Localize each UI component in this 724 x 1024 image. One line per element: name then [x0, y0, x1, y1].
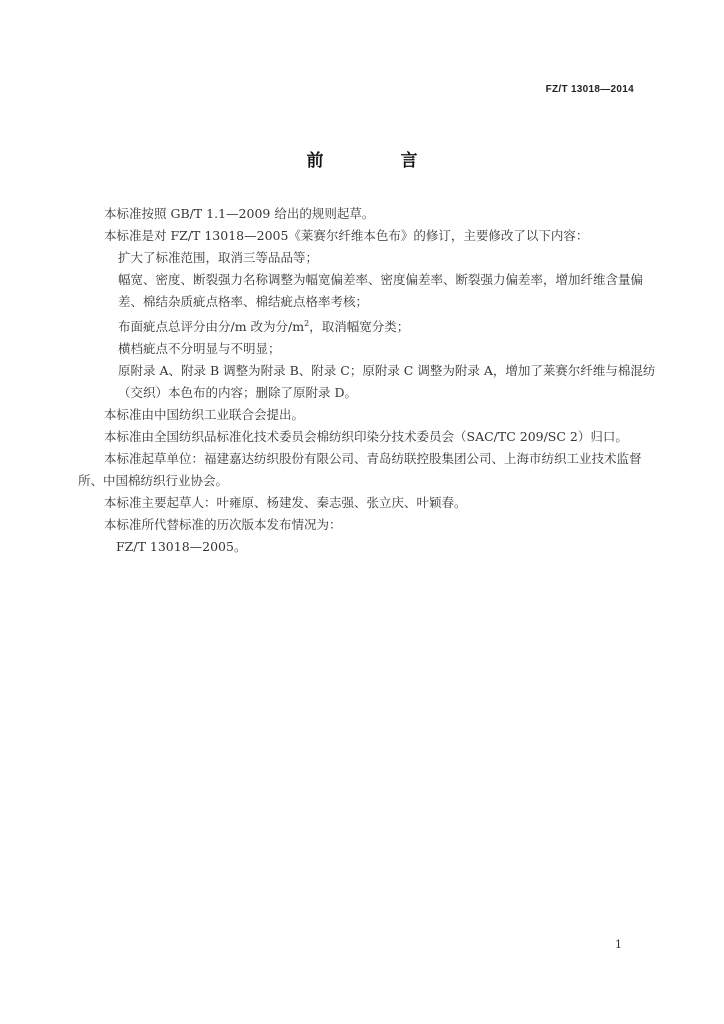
list-item-crossbar-defects: 横档疵点不分明显与不明显；	[118, 341, 281, 357]
paragraph-drafting-rules: 本标准按照 GB/T 1.1—2009 给出的规则起草。	[104, 206, 375, 221]
list-item-renaming-line2: 差、棉结杂质疵点格率、棉结疵点格率考核；	[118, 294, 369, 309]
paragraph-drafting-units-line1: 本标准起草单位：福建嘉达纺织股份有限公司、青岛纺联控股集团公司、上海市纺织工业技术监督	[104, 451, 642, 467]
list-item-appendix-line1: 原附录 A、附录 B 调整为附录 B、附录 C；原附录 C 调整为附录 A，增加了莱赛尔纤维与棉混纺	[118, 363, 656, 379]
paragraph-edition-history: 本标准所代替标准的历次版本发布情况为：	[104, 517, 342, 533]
unit-superscript: 2	[304, 319, 310, 328]
standard-code-header: FZ/T 13018—2014	[545, 84, 634, 95]
list-item-renaming-line1: 幅宽、密度、断裂强力名称调整为幅宽偏差率、密度偏差率、断裂强力偏差率，增加纤维含量偏	[118, 272, 644, 287]
list-item-appendix-line2: （交织）本色布的内容；删除了原附录 D。	[118, 385, 357, 401]
paragraph-drafting-units-line2: 所、中国棉纺织行业协会。	[78, 473, 229, 489]
list-item-scope: 扩大了标准范围，取消三等品品等；	[118, 250, 319, 265]
preface-body	[78, 203, 656, 558]
page-title: 前 言	[306, 151, 448, 171]
list-item-defect-scoring	[78, 313, 638, 338]
paragraph-revision-intro: 本标准是对 FZ/T 13018—2005《莱赛尔纤维本色布》的修订，主要修改了以下内容：	[104, 228, 589, 243]
paragraph-technical-committee: 本标准由全国纺织品标准化技术委员会棉纺织印染分技术委员会（SAC/TC 209/SC 2）归口。	[104, 429, 628, 445]
defect-scoring-text: 布面疵点总评分由分/m 改为分/m	[118, 319, 305, 335]
previous-edition-code: FZ/T 13018—2005。	[116, 539, 247, 555]
paragraph-main-drafters: 本标准主要起草人：叶雍原、杨建发、秦志强、张立庆、叶颖春。	[104, 495, 467, 511]
defect-scoring-text-end: ，取消幅宽分类；	[309, 319, 410, 335]
page-number: 1	[615, 938, 622, 951]
paragraph-proposer: 本标准由中国纺织工业联合会提出。	[104, 407, 305, 423]
